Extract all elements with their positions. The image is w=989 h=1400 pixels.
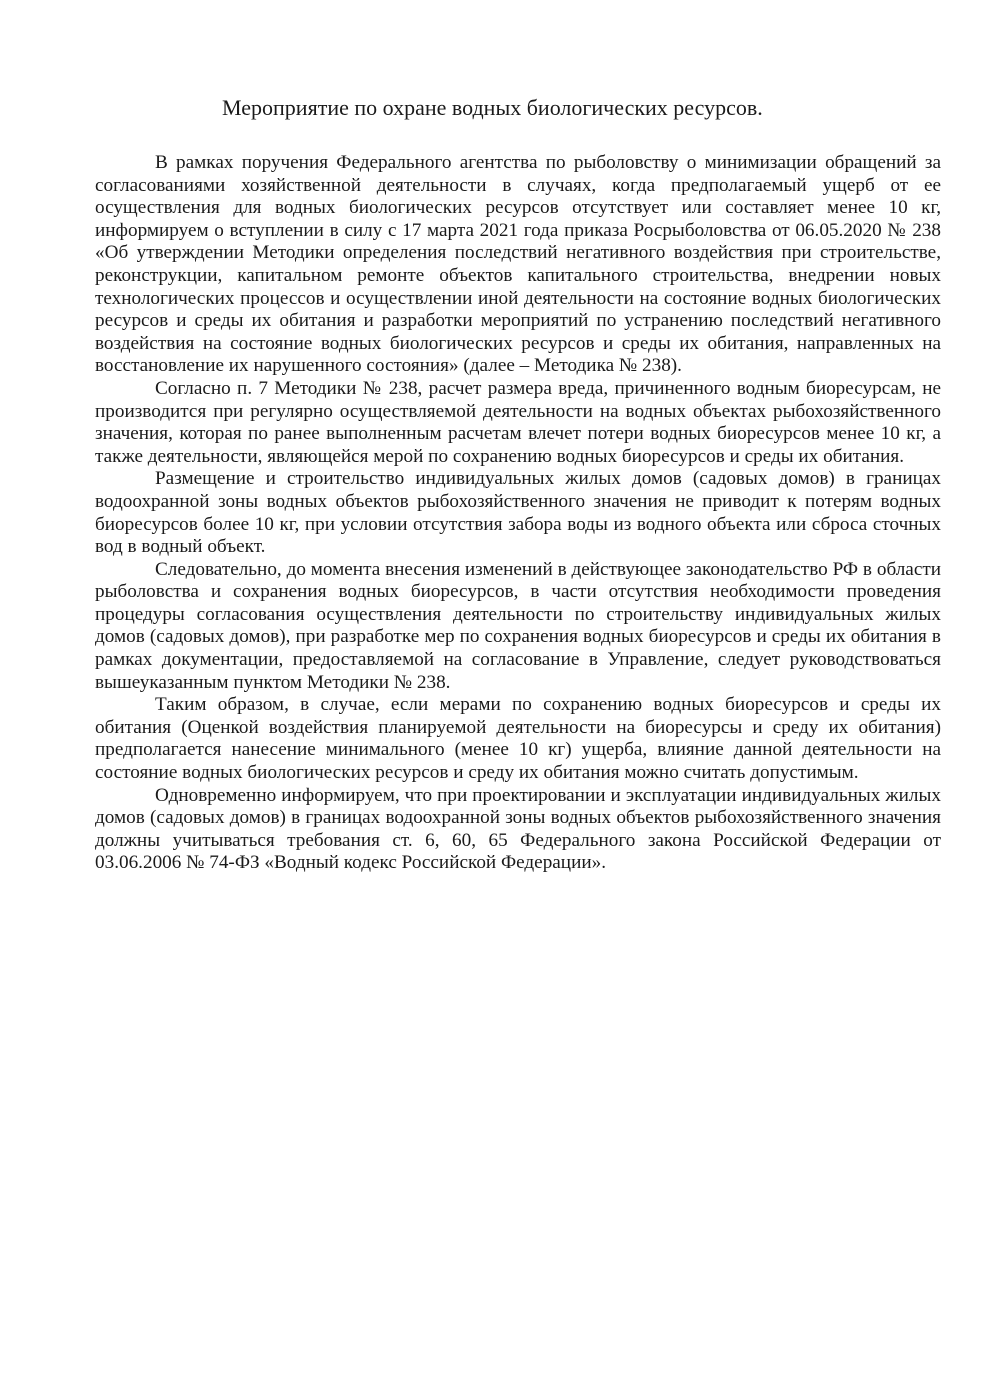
paragraph-methodology-238: В рамках поручения Федерального агентства по рыболовству о минимизации обращений за согласованиями хозяйственной деятельности в случаях, когда предполагаемый ущерб от ее осуществления для водных биологических ресурсов отсутствует или составляет менее 10 кг, информируем о вступлении в силу с 17 марта 2021 года приказа Росрыболовства от 06.05.2020 № 238 «Об утверждении Методики определения последствий негативного воздействия при строительстве, реконструкции, капитальном ремонте объектов капитального строительства, внедрении новых технологических процессов и осуществлении иной деятельности на состояние водных биологических ресурсов и среды их обитания и разработки мероприятий по устранению последствий негативного воздействия на состояние водных биологических ресурсов и среды их обитания, направленных на восстановление их нарушенного состояния» (далее – Методика № 238). [95, 152, 941, 377]
document-title: Мероприятие по охране водных биологических ресурсов. [222, 95, 763, 120]
paragraph-clause-7: Согласно п. 7 Методики № 238, расчет размера вреда, причиненного водным биоресурсам, не производится при регулярно осуществляемой деятельности на водных объектах рыбохозяйственного значения, которая по ранее выполненным расчетам влечет потери водных биоресурсов менее 10 кг, а также деятельности, являющейся мерой по сохранению водных биоресурсов и среды их обитания. [95, 377, 941, 467]
paragraph-water-code: Одновременно информируем, что при проектировании и эксплуатации индивидуальных жилых домов (садовых домов) в границах водоохранной зоны водных объектов рыбохозяйственного значения должны учитываться требования ст. 6, 60, 65 Федерального закона Российской Федерации от 03.06.2006 № 74-ФЗ «Водный кодекс Российской Федерации». [95, 784, 941, 874]
paragraph-thus: Таким образом, в случае, если мерами по сохранению водных биоресурсов и среды их обитания (Оценкой воздействия планируемой деятельности на биоресурсы и среду их обитания) предполагается нанесение минимального (менее 10 кг) ущерба, влияние данной деятельности на состояние водных биологических ресурсов и среду их обитания можно считать допустимым. [95, 694, 941, 784]
document-body [95, 152, 941, 875]
paragraph-housing-construction: Размещение и строительство индивидуальных жилых домов (садовых домов) в границах водоохранной зоны водных объектов рыбохозяйственного значения не приводит к потерям водных биоресурсов более 10 кг, при условии отсутствия забора воды из водного объекта или сброса сточных вод в водный объект. [95, 468, 941, 558]
paragraph-consequently: Следовательно, до момента внесения изменений в действующее законодательство РФ в области рыболовства и сохранения водных биоресурсов, в части отсутствия необходимости проведения процедуры согласования осуществления деятельности по строительству индивидуальных жилых домов (садовых домов), при разработке мер по сохранения водных биоресурсов и среды их обитания в рамках документации, предоставляемой на согласование в Управление, следует руководствоваться вышеуказанным пунктом Методики № 238. [95, 558, 941, 693]
